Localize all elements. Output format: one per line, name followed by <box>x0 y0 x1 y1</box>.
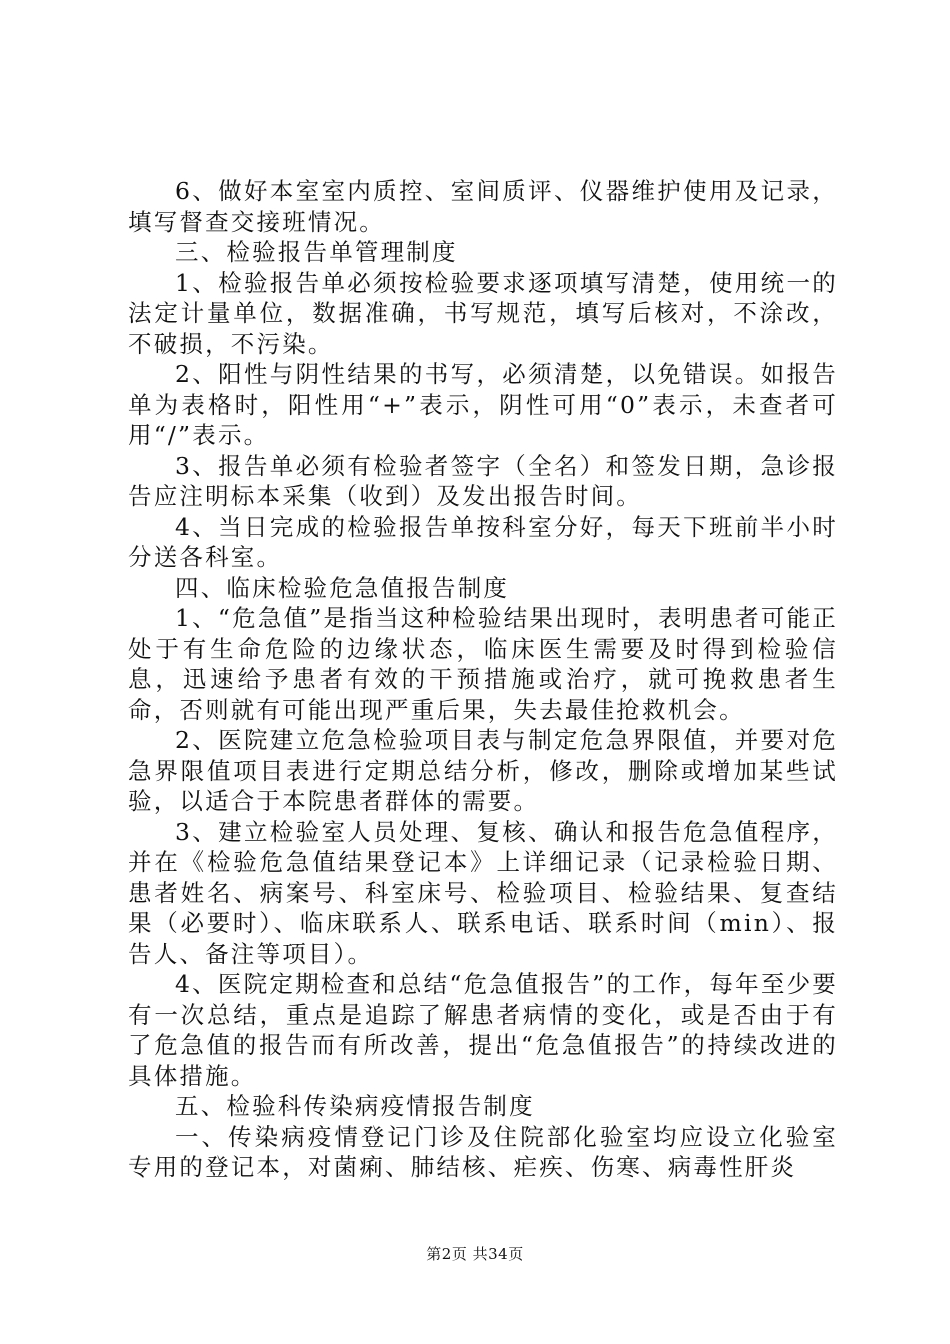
section-heading: 三、检验报告单管理制度 <box>175 238 458 266</box>
paragraph: 一、传染病疫情登记门诊及住院部化验室均应设立化验室专用的登记本，对菌痢、肺结核、疟疾、伤寒、病毒性肝炎 <box>128 1122 838 1181</box>
paragraph: 3、建立检验室人员处理、复核、确认和报告危急值程序，并在《检验危急值结果登记本》上详细记录（记录检验日期、患者姓名、病案号、科室床号、检验项目、检验结果、复查结果（必要时）、临床联系人、联系电话、联系时间（min）、报告人、备注等项目）。 <box>128 817 838 968</box>
page-number-footer: 第2页 共34页 <box>426 1245 524 1263</box>
paragraph: 3、报告单必须有检验者签字（全名）和签发日期，急诊报告应注明标本采集（收到）及发出报告时间。 <box>128 451 838 510</box>
paragraph: 4、医院定期检查和总结“危急值报告”的工作，每年至少要有一次总结，重点是追踪了解患者病情的变化，或是否由于有了危急值的报告而有所改善，提出“危急值报告”的持续改进的具体措施。 <box>128 970 838 1090</box>
paragraph: 1、检验报告单必须按检验要求逐项填写清楚，使用统一的法定计量单位，数据准确，书写规范，填写后核对，不涂改，不破损，不污染。 <box>128 268 838 358</box>
paragraph: 6、做好本室室内质控、室间质评、仪器维护使用及记录，填写督查交接班情况。 <box>128 177 838 236</box>
paragraph: 1、“危急值”是指当这种检验结果出现时，表明患者可能正处于有生命危险的边缘状态，临床医生需要及时得到检验信息，迅速给予患者有效的干预措施或治疗，就可挽救患者生命，否则就有可能出现严重后果，失去最佳抢救机会。 <box>128 604 838 724</box>
paragraph: 2、阳性与阴性结果的书写，必须清楚，以免错误。如报告单为表格时，阳性用“+”表示，阴性可用“0”表示，未查者可用“/”表示。 <box>128 360 838 449</box>
section-heading: 四、临床检验危急值报告制度 <box>175 573 510 602</box>
paragraph: 2、医院建立危急检验项目表与制定危急界限值，并要对危急界限值项目表进行定期总结分析，修改，删除或增加某些试验，以适合于本院患者群体的需要。 <box>128 726 838 815</box>
paragraph: 4、当日完成的检验报告单按科室分好，每天下班前半小时分送各科室。 <box>128 512 838 571</box>
section-heading: 五、检验科传染病疫情报告制度 <box>175 1092 535 1120</box>
document-body <box>128 176 838 1183</box>
